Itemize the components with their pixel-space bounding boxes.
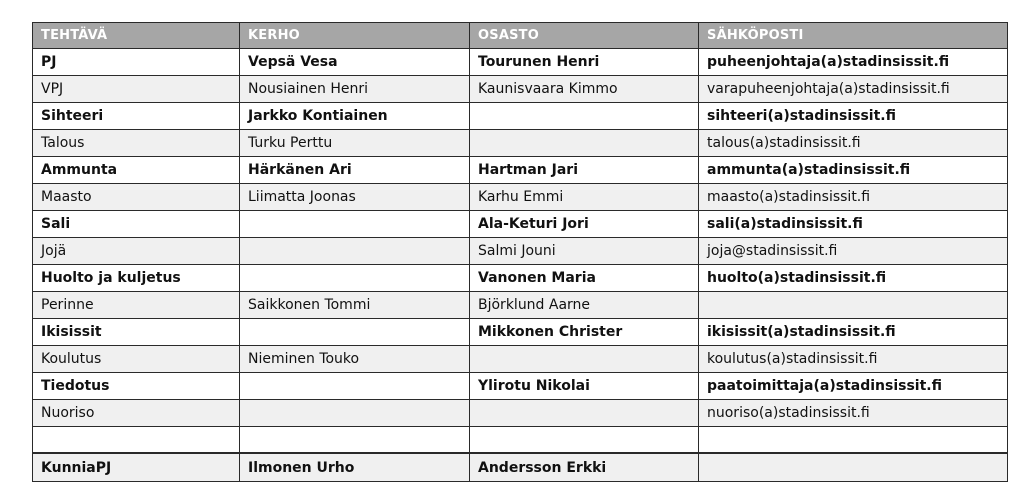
cell-department bbox=[470, 346, 699, 373]
table-row bbox=[33, 265, 1008, 292]
cell-email: ikisissit(a)stadinsissit.fi bbox=[699, 319, 1008, 346]
table-row bbox=[33, 130, 1008, 157]
cell-department: Vanonen Maria bbox=[470, 265, 699, 292]
cell-email: huolto(a)stadinsissit.fi bbox=[699, 265, 1008, 292]
cell-club bbox=[240, 211, 470, 238]
header-tehtava: TEHTÄVÄ bbox=[33, 23, 240, 49]
cell-email bbox=[699, 292, 1008, 319]
cell-department: Ala-Keturi Jori bbox=[470, 211, 699, 238]
cell-club: Turku Perttu bbox=[240, 130, 470, 157]
cell-role: KunniaPJ bbox=[33, 453, 240, 482]
cell-role: Maasto bbox=[33, 184, 240, 211]
cell-department bbox=[470, 427, 699, 454]
cell-email: nuoriso(a)stadinsissit.fi bbox=[699, 400, 1008, 427]
cell-email bbox=[699, 453, 1008, 482]
header-row bbox=[33, 23, 1008, 49]
table-row-honorary bbox=[33, 453, 1008, 482]
header-sahkoposti: SÄHKÖPOSTI bbox=[699, 23, 1008, 49]
cell-role: Ammunta bbox=[33, 157, 240, 184]
cell-department: Kaunisvaara Kimmo bbox=[470, 76, 699, 103]
cell-email: ammunta(a)stadinsissit.fi bbox=[699, 157, 1008, 184]
cell-club bbox=[240, 265, 470, 292]
table-row bbox=[33, 400, 1008, 427]
header-kerho: KERHO bbox=[240, 23, 470, 49]
cell-role: Sihteeri bbox=[33, 103, 240, 130]
cell-club bbox=[240, 319, 470, 346]
cell-role: Tiedotus bbox=[33, 373, 240, 400]
cell-email bbox=[699, 427, 1008, 454]
cell-role: PJ bbox=[33, 49, 240, 76]
cell-department: Björklund Aarne bbox=[470, 292, 699, 319]
table-row bbox=[33, 373, 1008, 400]
table-row bbox=[33, 76, 1008, 103]
cell-club bbox=[240, 373, 470, 400]
cell-role: VPJ bbox=[33, 76, 240, 103]
cell-email: paatoimittaja(a)stadinsissit.fi bbox=[699, 373, 1008, 400]
table-row bbox=[33, 346, 1008, 373]
cell-department bbox=[470, 130, 699, 157]
cell-club bbox=[240, 427, 470, 454]
cell-club: Nousiainen Henri bbox=[240, 76, 470, 103]
cell-department: Andersson Erkki bbox=[470, 453, 699, 482]
cell-role: Ikisissit bbox=[33, 319, 240, 346]
table-row bbox=[33, 238, 1008, 265]
cell-department: Karhu Emmi bbox=[470, 184, 699, 211]
table-row-empty bbox=[33, 427, 1008, 454]
cell-email: koulutus(a)stadinsissit.fi bbox=[699, 346, 1008, 373]
cell-department bbox=[470, 103, 699, 130]
cell-club: Liimatta Joonas bbox=[240, 184, 470, 211]
cell-club: Vepsä Vesa bbox=[240, 49, 470, 76]
cell-club: Saikkonen Tommi bbox=[240, 292, 470, 319]
table-row bbox=[33, 103, 1008, 130]
cell-department: Hartman Jari bbox=[470, 157, 699, 184]
cell-club: Nieminen Touko bbox=[240, 346, 470, 373]
cell-role: Talous bbox=[33, 130, 240, 157]
cell-club: Ilmonen Urho bbox=[240, 453, 470, 482]
cell-email: joja@stadinsissit.fi bbox=[699, 238, 1008, 265]
table-row bbox=[33, 211, 1008, 238]
table-row bbox=[33, 49, 1008, 76]
table-row bbox=[33, 319, 1008, 346]
cell-email: varapuheenjohtaja(a)stadinsissit.fi bbox=[699, 76, 1008, 103]
cell-email: sali(a)stadinsissit.fi bbox=[699, 211, 1008, 238]
cell-role bbox=[33, 427, 240, 454]
cell-role: Jojä bbox=[33, 238, 240, 265]
cell-department: Salmi Jouni bbox=[470, 238, 699, 265]
cell-club bbox=[240, 238, 470, 265]
cell-email: sihteeri(a)stadinsissit.fi bbox=[699, 103, 1008, 130]
cell-role: Huolto ja kuljetus bbox=[33, 265, 240, 292]
table-row bbox=[33, 157, 1008, 184]
cell-role: Sali bbox=[33, 211, 240, 238]
cell-email: puheenjohtaja(a)stadinsissit.fi bbox=[699, 49, 1008, 76]
table-row bbox=[33, 292, 1008, 319]
table-row bbox=[33, 184, 1008, 211]
cell-email: maasto(a)stadinsissit.fi bbox=[699, 184, 1008, 211]
cell-club: Jarkko Kontiainen bbox=[240, 103, 470, 130]
cell-email: talous(a)stadinsissit.fi bbox=[699, 130, 1008, 157]
cell-department: Tourunen Henri bbox=[470, 49, 699, 76]
header-osasto: OSASTO bbox=[470, 23, 699, 49]
cell-department: Ylirotu Nikolai bbox=[470, 373, 699, 400]
cell-role: Nuoriso bbox=[33, 400, 240, 427]
cell-club: Härkänen Ari bbox=[240, 157, 470, 184]
cell-club bbox=[240, 400, 470, 427]
officials-table bbox=[32, 22, 1008, 482]
cell-role: Koulutus bbox=[33, 346, 240, 373]
cell-department bbox=[470, 400, 699, 427]
cell-department: Mikkonen Christer bbox=[470, 319, 699, 346]
cell-role: Perinne bbox=[33, 292, 240, 319]
